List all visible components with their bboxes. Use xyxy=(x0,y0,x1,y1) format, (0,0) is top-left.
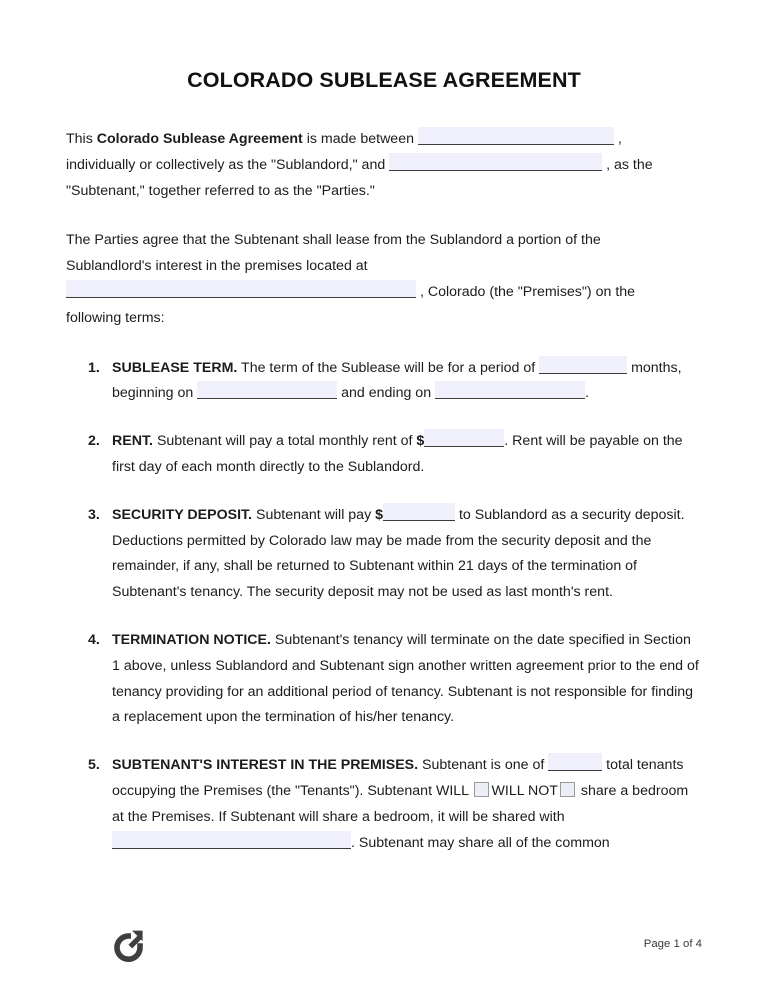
intro-line2: individually or collectively as the "Sublandord," and xyxy=(66,156,390,173)
term-text-3a: Subtenant will pay xyxy=(252,506,376,523)
rent-dollar-sign: $ xyxy=(416,433,425,450)
term-heading-security-deposit: SECURITY DEPOSIT. xyxy=(112,506,253,523)
intro-after-name: is made between xyxy=(302,131,418,147)
term-text-2a: Subtenant will pay a total monthly rent of xyxy=(153,433,417,450)
term-item-termination-notice xyxy=(66,628,702,731)
page-footer xyxy=(66,916,702,972)
term-item-security-deposit xyxy=(66,503,702,606)
sublease-end-date-field[interactable] xyxy=(435,381,585,399)
deposit-dollar-sign: $ xyxy=(375,506,384,523)
term-text-2b: . Rent will be payable on the first day of each month directly to the Sublandord. xyxy=(112,433,683,475)
term-heading-rent: RENT. xyxy=(112,433,153,450)
intro-after-blank1: , xyxy=(613,131,622,147)
page-title: COLORADO SUBLEASE AGREEMENT xyxy=(187,68,581,92)
will-not-label: WILL NOT xyxy=(491,782,558,799)
term-text-1a: The term of the Sublease will be for a period of xyxy=(237,359,540,376)
subtenant-name-field[interactable] xyxy=(389,153,602,171)
will-not-share-bedroom-checkbox[interactable] xyxy=(560,782,575,797)
intro-paragraph xyxy=(66,127,702,204)
premises-paragraph xyxy=(66,228,702,331)
term-heading-sublease-term: SUBLEASE TERM. xyxy=(112,359,238,376)
terms-list xyxy=(66,356,702,857)
term-text-5c: share a bedroom at the Premises. If Subtenant will share a bedroom, it will be shared with xyxy=(112,782,689,825)
document-body xyxy=(66,127,702,856)
term-item-rent xyxy=(66,429,702,481)
eforms-logo-icon xyxy=(108,926,148,966)
page-number-label: Page 1 of 4 xyxy=(643,938,702,950)
premises-line1: The Parties agree that the Subtenant shall lease from the Sublandord a portion of the xyxy=(66,232,601,249)
term-text-1c: and ending on xyxy=(337,385,436,402)
term-text-5b: total tenants occupying the Premises (the "Tenants"). Subtenant WILL xyxy=(112,757,684,799)
intro-lead: This xyxy=(66,131,97,147)
agreement-name: Colorado Sublease Agreement xyxy=(96,131,303,147)
intro-after-blank2: , as the xyxy=(602,156,653,173)
total-tenants-count-field[interactable] xyxy=(548,753,602,771)
premises-after-blank: , Colorado (the "Premises") on the xyxy=(416,283,636,300)
sublease-start-date-field[interactable] xyxy=(197,381,337,399)
term-text-1b: months, beginning on xyxy=(112,359,682,402)
term-item-sublease-term xyxy=(66,356,702,408)
intro-line3: "Subtenant," together referred to as the "Parties." xyxy=(66,182,375,199)
security-deposit-amount-field[interactable] xyxy=(383,503,455,521)
premises-line2: Sublandlord's interest in the premises located at xyxy=(66,258,368,275)
shared-bedroom-with-field[interactable] xyxy=(112,831,351,849)
term-text-5d: . Subtenant may share all of the common xyxy=(351,834,610,851)
term-heading-termination-notice: TERMINATION NOTICE. xyxy=(112,631,271,648)
monthly-rent-amount-field[interactable] xyxy=(424,429,504,447)
term-text-4a: Subtenant's tenancy will terminate on the date specified in Section 1 above, unless Sublandord and Subtenant sign another written agreement prior to the end of tenancy providing for an additional period of tenancy. Subtenant is not responsible for finding a replacement upon the termination of his/her tenancy. xyxy=(112,631,699,726)
will-share-bedroom-checkbox[interactable] xyxy=(474,782,489,797)
term-text-1d: . xyxy=(585,385,589,402)
premises-line4: following terms: xyxy=(66,309,165,326)
term-heading-subtenant-interest: SUBTENANT'S INTEREST IN THE PREMISES. xyxy=(112,757,419,774)
term-text-3b: to Sublandord as a security deposit. Deductions permitted by Colorado law may be made from the security deposit and the remainder, if any, shall be returned to Subtenant within 21 days of the termination of Subtenant's tenancy. The security deposit may not be used as last month's rent. xyxy=(112,506,685,601)
term-item-subtenant-interest xyxy=(66,753,702,856)
premises-address-field[interactable] xyxy=(66,280,416,298)
sublease-period-months-field[interactable] xyxy=(539,356,627,374)
sublandlord-name-field[interactable] xyxy=(418,127,614,145)
term-text-5a: Subtenant is one of xyxy=(418,757,549,774)
